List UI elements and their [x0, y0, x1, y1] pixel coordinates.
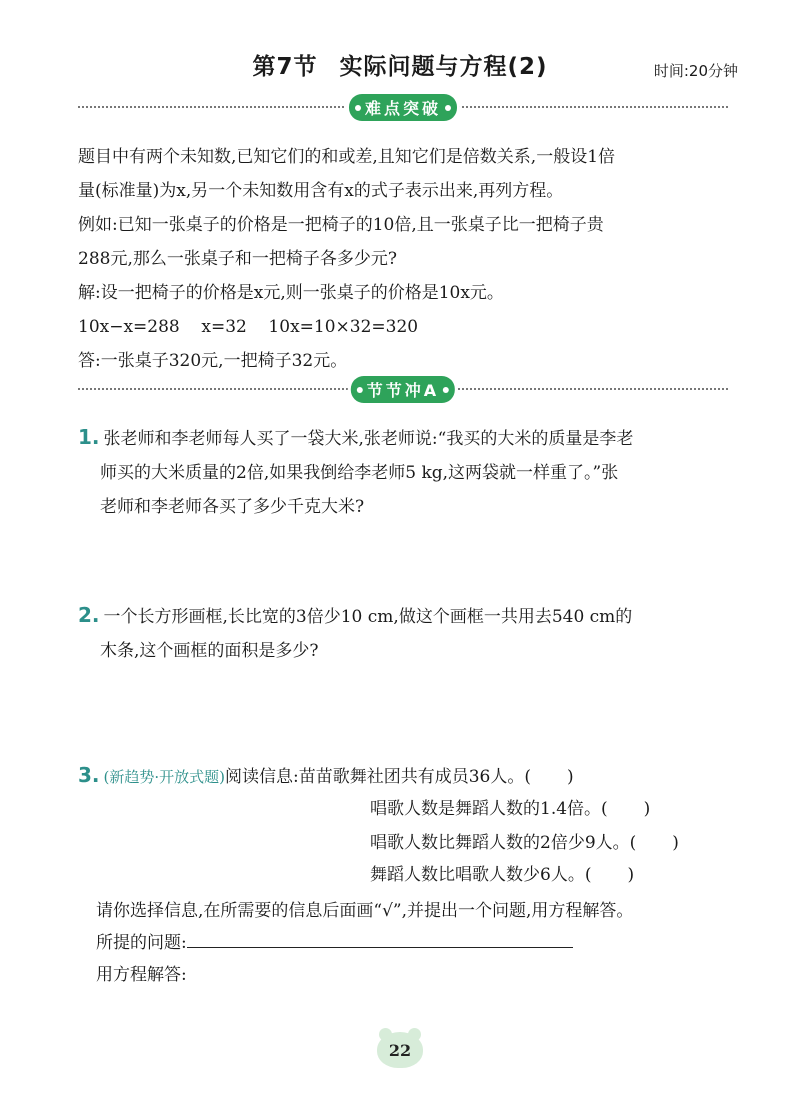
difficulty-divider [78, 96, 728, 118]
info-item: 舞蹈人数比唱歌人数少6人。( [370, 865, 592, 885]
question-line: 张老师和李老师每人买了一袋大米,张老师说:“我买的大米的质量是李老 [103, 429, 634, 449]
practice-badge: 节节冲A [351, 376, 455, 403]
question-tag: (新趋势·开放式题) [103, 768, 225, 786]
check-paren-close: ) [567, 767, 574, 787]
question-line: 一个长方形画框,长比宽的3倍少10 cm,做这个画框一共用去540 cm的 [103, 607, 633, 627]
question-answer-line[interactable] [187, 946, 573, 948]
intro-line: 例如:已知一张桌子的价格是一把椅子的10倍,且一张桌子比一把椅子贵 [78, 215, 604, 235]
question-line: 老师和李老师各买了多少千克大米? [100, 497, 365, 517]
intro-text [78, 140, 738, 378]
page-number [377, 1032, 423, 1068]
intro-line: 288元,那么一张桌子和一把椅子各多少元? [78, 249, 397, 269]
info-row [370, 826, 679, 860]
check-paren-close: ) [672, 833, 679, 853]
difficulty-badge: 难点突破 [349, 94, 457, 121]
question-number: 2. [78, 603, 100, 627]
intro-line: 解:设一把椅子的价格是x元,则一张桌子的价格是10x元。 [78, 283, 504, 303]
q3-question-row [96, 926, 573, 960]
intro-line: 10x−x=288 x=32 10x=10×32=320 [78, 317, 419, 337]
info-lead: 阅读信息: [225, 767, 299, 787]
question-line: 木条,这个画框的面积是多少? [100, 641, 319, 661]
answer-label: 用方程解答: [96, 965, 187, 985]
check-paren-close: ) [643, 799, 651, 819]
section-number: 第7节 [252, 54, 318, 80]
time-limit: 时间:20分钟 [653, 62, 738, 80]
info-row [370, 792, 650, 826]
question-1 [78, 420, 738, 524]
info-item: 唱歌人数是舞蹈人数的1.4倍。( [370, 799, 608, 819]
info-item: 苗苗歌舞社团共有成员36人。( [298, 767, 531, 787]
question-label: 所提的问题: [96, 933, 187, 953]
intro-line: 题目中有两个未知数,已知它们的和或差,且知它们是倍数关系,一般设1倍 [78, 147, 616, 167]
question-2 [78, 598, 738, 668]
intro-line: 答:一张桌子320元,一把椅子32元。 [78, 351, 348, 371]
check-paren-close: ) [627, 865, 635, 885]
question-number: 3. [78, 763, 100, 787]
section-title: 实际问题与方程(2) [339, 54, 548, 80]
question-line: 师买的大米质量的2倍,如果我倒给李老师5 kg,这两袋就一样重了。”张 [100, 463, 619, 483]
info-item: 唱歌人数比舞蹈人数的2倍少9人。( [370, 833, 637, 853]
practice-divider [78, 378, 728, 400]
intro-line: 量(标准量)为x,另一个未知数用含有x的式子表示出来,再列方程。 [78, 181, 564, 201]
page-number-text: 22 [388, 1041, 412, 1060]
question-3 [78, 758, 738, 794]
question-number: 1. [78, 425, 100, 449]
info-row [370, 858, 634, 892]
q3-instruction: 请你选择信息,在所需要的信息后面画“√”,并提出一个问题,用方程解答。 [96, 901, 634, 921]
